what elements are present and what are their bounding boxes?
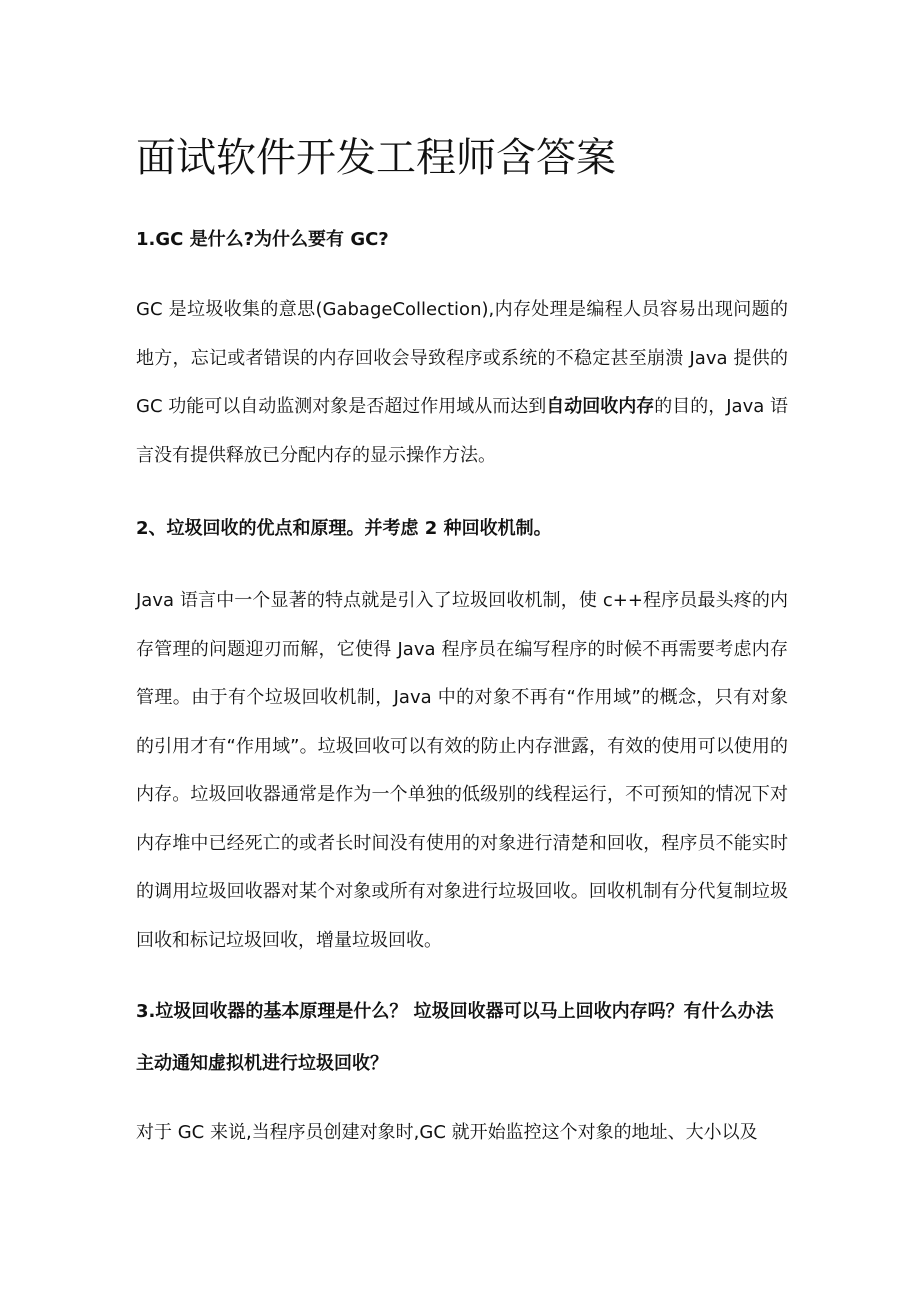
answer-1-paragraph	[136, 286, 788, 480]
document-title: 面试软件开发工程师含答案	[136, 135, 616, 181]
answer-1-bold-phrase: 自动回收内存	[546, 396, 655, 417]
answer-1-text-a: GC 是垃圾收集的意思(GabageCollection),内存处理是编程人员容易出现问题的地方，忘记或者错误的内存回收会导致程序或系统的不稳定甚至崩溃 Java 提供的 GC 功能可以自动监测对象是否超过作用域从而达到	[136, 299, 788, 417]
question-3-heading: 3.垃圾回收器的基本原理是什么？ 垃圾回收器可以马上回收内存吗？有什么办法主动通知虚拟机进行垃圾回收？	[136, 1001, 774, 1074]
answer-1-text-b: 的目的，Java 语言没有提供释放已分配内存的显示操作方法。	[136, 396, 788, 466]
answer-2-paragraph: Java 语言中一个显著的特点就是引入了垃圾回收机制，使 c++程序员最头疼的内存管理的问题迎刃而解，它使得 Java 程序员在编写程序的时候不再需要考虑内存管理。由于有个垃圾回收机制，Java 中的对象不再有“作用域”的概念，只有对象的引用才有“作用域”。垃圾回收可以有效的防止内存泄露，有效的使用可以使用的内存。垃圾回收器通常是作为一个单独的低级别的线程运行，不可预知的情况下对内存堆中已经死亡的或者长时间没有使用的对象进行清楚和回收，程序员不能实时的调用垃圾回收器对某个对象或所有对象进行垃圾回收。回收机制有分代复制垃圾回收和标记垃圾回收，增量垃圾回收。	[136, 590, 788, 951]
question-1-heading: 1.GC 是什么?为什么要有 GC?	[136, 229, 389, 250]
answer-3-paragraph: 对于 GC 来说,当程序员创建对象时,GC 就开始监控这个对象的地址、大小以及	[136, 1122, 758, 1143]
question-2-heading: 2、垃圾回收的优点和原理。并考虑 2 种回收机制。	[136, 518, 552, 539]
